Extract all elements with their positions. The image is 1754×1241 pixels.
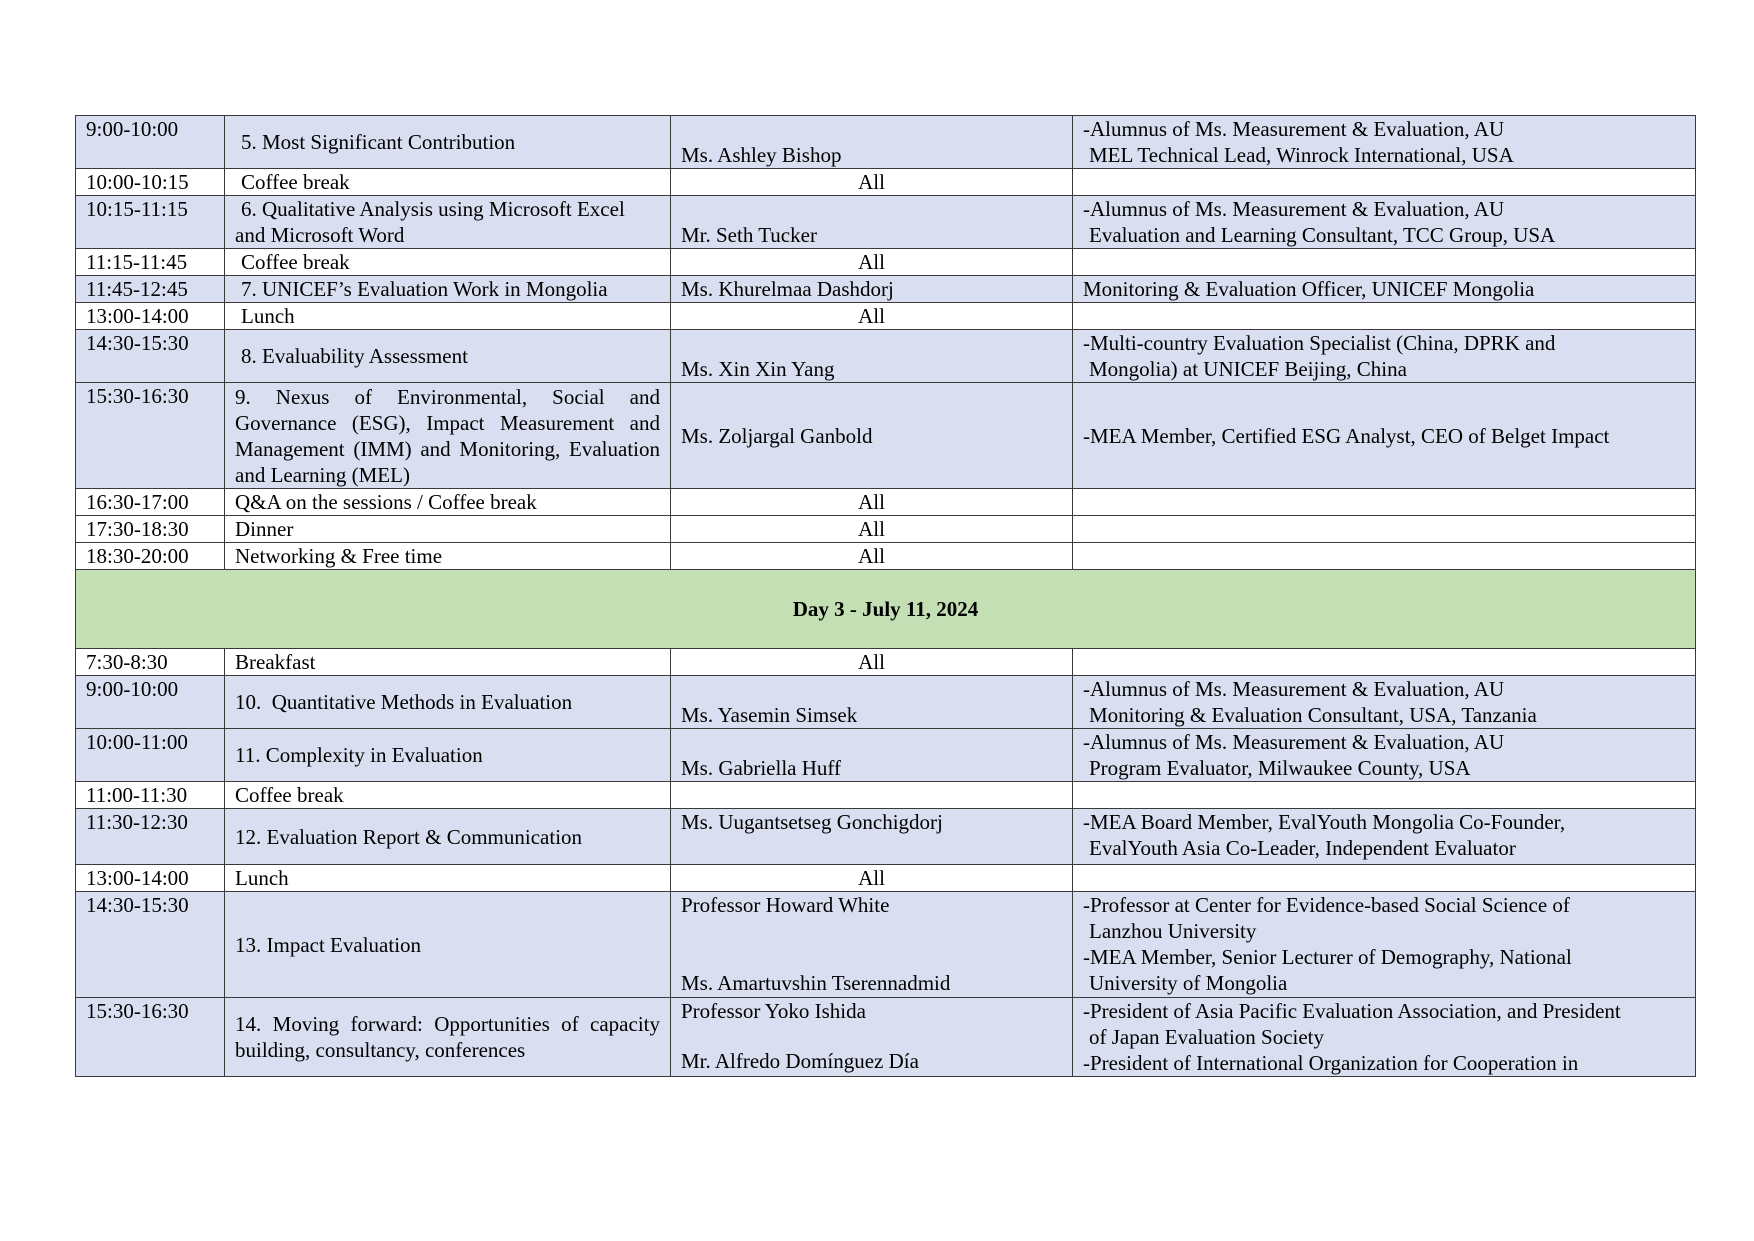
role-cell xyxy=(1073,865,1696,892)
table-row xyxy=(76,729,1696,782)
session-cell: Coffee break xyxy=(225,782,671,809)
role-cell xyxy=(1073,330,1696,383)
session-cell xyxy=(225,330,671,383)
role-line: Evaluation and Learning Consultant, TCC Group, USA xyxy=(1089,223,1556,247)
speaker-cell: Ms. Gabriella Huff xyxy=(671,729,1073,782)
table-row xyxy=(76,782,1696,809)
speaker-cell: All xyxy=(671,169,1073,196)
table-row xyxy=(76,516,1696,543)
time-cell: 15:30-16:30 xyxy=(76,998,225,1077)
session-title: 8. Evaluability Assessment xyxy=(241,344,468,368)
speaker-cell: Ms. Xin Xin Yang xyxy=(671,330,1073,383)
table-row xyxy=(76,489,1696,516)
speaker-name: Professor Yoko Ishida xyxy=(681,999,866,1023)
session-title: Lunch xyxy=(241,304,295,328)
session-title: 5. Most Significant Contribution xyxy=(241,130,516,154)
role-cell xyxy=(1073,249,1696,276)
role-line: -MEA Board Member, EvalYouth Mongolia Co-Founder, xyxy=(1083,810,1566,834)
role-cell xyxy=(1073,998,1696,1077)
role-cell xyxy=(1073,383,1696,489)
speaker-name: Mr. Alfredo Domínguez Día xyxy=(681,1049,919,1073)
speaker-cell xyxy=(671,892,1073,998)
table-row xyxy=(76,865,1696,892)
speaker-cell: All xyxy=(671,649,1073,676)
speaker-cell: All xyxy=(671,543,1073,570)
role-line: University of Mongolia xyxy=(1089,971,1288,995)
table-row xyxy=(76,196,1696,249)
speaker-name: Ms. Amartuvshin Tserennadmid xyxy=(681,971,951,995)
table-row xyxy=(76,998,1696,1077)
table-row xyxy=(76,276,1696,303)
time-cell: 11:30-12:30 xyxy=(76,809,225,865)
time-cell: 13:00-14:00 xyxy=(76,303,225,330)
time-cell: 14:30-15:30 xyxy=(76,892,225,998)
table-row xyxy=(76,303,1696,330)
time-cell: 9:00-10:00 xyxy=(76,116,225,169)
table-row xyxy=(76,383,1696,489)
speaker-cell: Ms. Yasemin Simsek xyxy=(671,676,1073,729)
session-cell: Dinner xyxy=(225,516,671,543)
time-cell: 10:00-11:00 xyxy=(76,729,225,782)
time-cell: 11:15-11:45 xyxy=(76,249,225,276)
role-cell xyxy=(1073,196,1696,249)
role-cell xyxy=(1073,892,1696,998)
time-cell: 17:30-18:30 xyxy=(76,516,225,543)
speaker-cell xyxy=(671,998,1073,1077)
session-cell xyxy=(225,116,671,169)
day-header-row xyxy=(76,570,1696,649)
speaker-cell: All xyxy=(671,489,1073,516)
time-cell: 18:30-20:00 xyxy=(76,543,225,570)
time-cell: 13:00-14:00 xyxy=(76,865,225,892)
time-cell: 7:30-8:30 xyxy=(76,649,225,676)
speaker-name: Professor Howard White xyxy=(681,893,890,917)
speaker-cell: Ms. Zoljargal Ganbold xyxy=(671,383,1073,489)
role-line: Monitoring & Evaluation Consultant, USA, Tanzania xyxy=(1089,703,1537,727)
table-row xyxy=(76,676,1696,729)
time-cell: 10:00-10:15 xyxy=(76,169,225,196)
role-cell xyxy=(1073,543,1696,570)
time-cell: 10:15-11:15 xyxy=(76,196,225,249)
agenda-table xyxy=(75,115,1696,1077)
role-line: EvalYouth Asia Co-Leader, Independent Evaluator xyxy=(1089,836,1516,860)
speaker-cell: Ms. Khurelmaa Dashdorj xyxy=(671,276,1073,303)
role-line: -Professor at Center for Evidence-based Social Science of xyxy=(1083,893,1570,917)
time-cell: 15:30-16:30 xyxy=(76,383,225,489)
speaker-cell: Ms. Ashley Bishop xyxy=(671,116,1073,169)
session-cell: Breakfast xyxy=(225,649,671,676)
role-cell xyxy=(1073,489,1696,516)
table-row xyxy=(76,809,1696,865)
session-cell: Lunch xyxy=(225,865,671,892)
session-title: 7. UNICEF’s Evaluation Work in Mongolia xyxy=(241,277,608,301)
role-line: -Alumnus of Ms. Measurement & Evaluation, AU xyxy=(1083,197,1505,221)
speaker-cell: All xyxy=(671,249,1073,276)
role-line: Program Evaluator, Milwaukee County, USA xyxy=(1089,756,1471,780)
role-cell xyxy=(1073,303,1696,330)
role-line: of Japan Evaluation Society xyxy=(1089,1025,1325,1049)
session-cell xyxy=(225,196,671,249)
time-cell: 11:00-11:30 xyxy=(76,782,225,809)
role-cell xyxy=(1073,729,1696,782)
role-line: -President of Asia Pacific Evaluation Association, and President xyxy=(1083,999,1621,1023)
role-line: -President of International Organization for Cooperation in xyxy=(1083,1051,1579,1075)
table-row xyxy=(76,892,1696,998)
table-row xyxy=(76,116,1696,169)
session-cell xyxy=(225,249,671,276)
role-line: -Alumnus of Ms. Measurement & Evaluation, AU xyxy=(1083,730,1505,754)
table-row xyxy=(76,249,1696,276)
role-cell xyxy=(1073,276,1696,303)
session-cell: 13. Impact Evaluation xyxy=(225,892,671,998)
speaker-cell: All xyxy=(671,865,1073,892)
speaker-cell: Mr. Seth Tucker xyxy=(671,196,1073,249)
session-title: Coffee break xyxy=(241,170,350,194)
role-cell xyxy=(1073,649,1696,676)
role-cell xyxy=(1073,516,1696,543)
role-cell xyxy=(1073,676,1696,729)
session-cell: 11. Complexity in Evaluation xyxy=(225,729,671,782)
speaker-cell xyxy=(671,782,1073,809)
role-line: MEL Technical Lead, Winrock International, USA xyxy=(1089,143,1514,167)
table-row xyxy=(76,169,1696,196)
role-line: Monitoring & Evaluation Officer, UNICEF Mongolia xyxy=(1083,277,1535,301)
speaker-cell: Ms. Uugantsetseg Gonchigdorj xyxy=(671,809,1073,865)
role-cell xyxy=(1073,782,1696,809)
session-cell: Networking & Free time xyxy=(225,543,671,570)
time-cell: 11:45-12:45 xyxy=(76,276,225,303)
time-cell: 14:30-15:30 xyxy=(76,330,225,383)
table-row xyxy=(76,330,1696,383)
role-line: -Alumnus of Ms. Measurement & Evaluation, AU xyxy=(1083,677,1505,701)
session-cell: Q&A on the sessions / Coffee break xyxy=(225,489,671,516)
role-line: -Alumnus of Ms. Measurement & Evaluation, AU xyxy=(1083,117,1505,141)
role-cell xyxy=(1073,116,1696,169)
role-line: Mongolia) at UNICEF Beijing, China xyxy=(1089,357,1407,381)
role-cell xyxy=(1073,809,1696,865)
role-cell xyxy=(1073,169,1696,196)
speaker-cell: All xyxy=(671,516,1073,543)
speaker-cell: All xyxy=(671,303,1073,330)
table-row xyxy=(76,543,1696,570)
session-cell: 10. Quantitative Methods in Evaluation xyxy=(225,676,671,729)
session-title: Coffee break xyxy=(241,250,350,274)
time-cell: 9:00-10:00 xyxy=(76,676,225,729)
session-cell: 14. Moving forward: Opportunities of capacity building, consultancy, conferences xyxy=(225,998,671,1077)
session-cell xyxy=(225,276,671,303)
session-cell: 9. Nexus of Environmental, Social and Governance (ESG), Impact Measurement and Management (IMM) and Monitoring, Evaluation and Learning (MEL) xyxy=(225,383,671,489)
role-line: Lanzhou University xyxy=(1089,919,1257,943)
session-cell xyxy=(225,169,671,196)
time-cell: 16:30-17:00 xyxy=(76,489,225,516)
day-heading: Day 3 - July 11, 2024 xyxy=(76,570,1696,649)
role-line: -MEA Member, Certified ESG Analyst, CEO of Belget Impact xyxy=(1083,423,1610,448)
session-cell xyxy=(225,303,671,330)
table-row xyxy=(76,649,1696,676)
session-cell: 12. Evaluation Report & Communication xyxy=(225,809,671,865)
session-title: 6. Qualitative Analysis using Microsoft Excel and Microsoft Word xyxy=(235,197,625,247)
role-line: -Multi-country Evaluation Specialist (China, DPRK and xyxy=(1083,331,1556,355)
role-line: -MEA Member, Senior Lecturer of Demography, National xyxy=(1083,945,1572,969)
